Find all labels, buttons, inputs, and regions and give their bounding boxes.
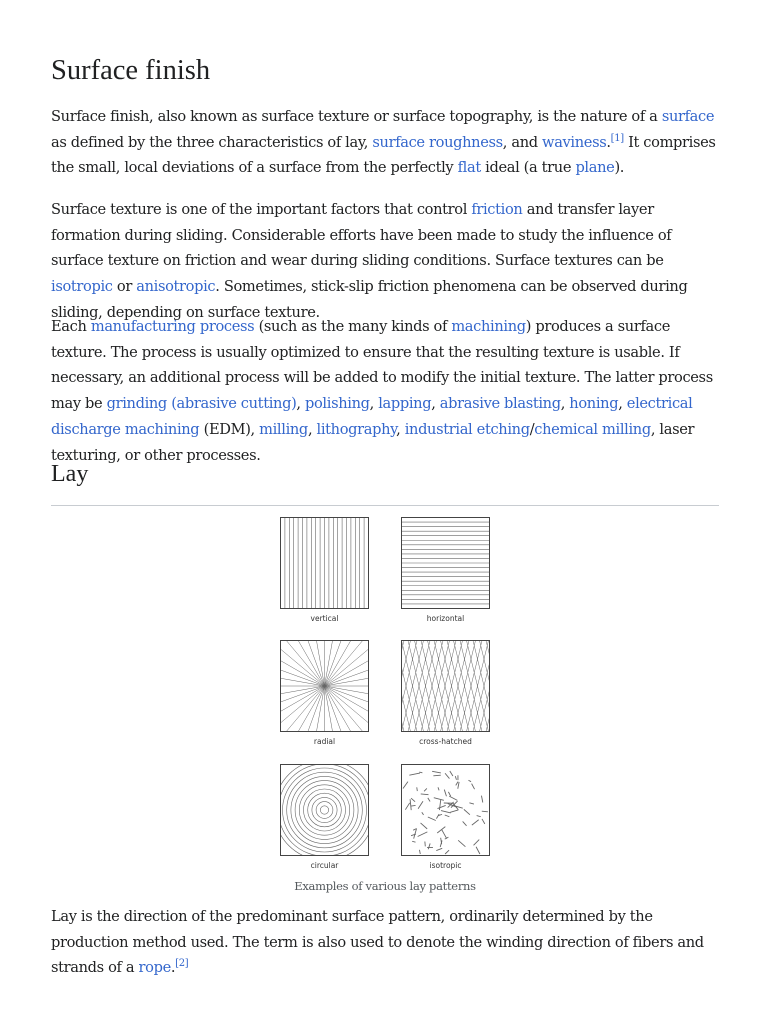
text: (such as the many kinds of	[254, 318, 452, 335]
pattern-vertical	[280, 517, 369, 623]
pattern-label: radial	[313, 737, 336, 746]
link-grinding[interactable]: grinding (abrasive cutting)	[106, 395, 297, 413]
pattern-label: vertical	[310, 614, 339, 623]
text: /	[529, 420, 535, 438]
link-chemical-milling[interactable]: chemical milling	[534, 420, 651, 438]
lay-paragraph	[51, 904, 719, 981]
text: ,	[560, 395, 570, 413]
link-plane[interactable]: plane	[575, 159, 615, 177]
texture-paragraph	[51, 197, 719, 326]
heading-divider	[51, 505, 719, 506]
text: ) produces a surface texture. The process is usually optimized to ensure that the resulting texture is usable. If necessary, an additional process will be added to modify the initial texture. The latter process may be	[51, 318, 713, 413]
text: ,	[307, 420, 317, 438]
text: ideal (a true	[480, 159, 576, 177]
text: Surface texture is one of the important factors that control	[51, 201, 472, 218]
link-waviness[interactable]: waviness	[542, 133, 607, 151]
pattern-horizontal	[401, 517, 490, 623]
text: ,	[369, 395, 379, 413]
cross-hatched-lay-image	[401, 640, 490, 732]
text: ).	[614, 159, 625, 177]
pattern-label: cross-hatched	[419, 737, 472, 746]
pattern-label: circular	[310, 861, 339, 870]
text: Surface finish, also known as surface texture or surface topography, is the nature of a	[51, 108, 662, 125]
link-machining[interactable]: machining	[451, 318, 526, 335]
link-anisotropic[interactable]: anisotropic	[136, 278, 216, 296]
reference-1[interactable]: [1]	[610, 132, 624, 144]
text: ,	[618, 395, 627, 413]
link-polishing[interactable]: polishing	[305, 395, 370, 413]
text: , laser texturing, or other processes.	[51, 420, 695, 464]
text: ,	[431, 395, 440, 413]
figure-caption: Examples of various lay patterns	[294, 879, 476, 893]
pattern-isotropic	[401, 764, 490, 870]
text: .	[606, 133, 611, 151]
pattern-label: isotropic	[429, 861, 462, 870]
text: and transfer layer formation during sliding. Considerable efforts have been made to study the influence of surface texture on friction and wear during sliding conditions. Surface textures can be	[51, 201, 672, 270]
process-paragraph	[51, 314, 719, 468]
text: It comprises the small, local deviations of a surface from the perfectly	[51, 133, 716, 177]
link-surface[interactable]: surface	[661, 108, 715, 125]
page-title: Surface finish	[51, 55, 211, 86]
link-isotropic[interactable]: isotropic	[51, 278, 113, 296]
link-rope[interactable]: rope	[138, 959, 171, 977]
pattern-label: horizontal	[426, 614, 465, 623]
link-honing[interactable]: honing	[569, 395, 619, 413]
pattern-radial	[280, 640, 369, 746]
pattern-cross-hatched	[401, 640, 490, 746]
section-heading-lay: Lay	[51, 461, 89, 487]
horizontal-lay-image	[401, 517, 490, 609]
isotropic-lay-image	[401, 764, 490, 856]
link-flat[interactable]: flat	[457, 159, 481, 177]
text: or	[112, 278, 137, 296]
vertical-lay-image	[280, 517, 369, 609]
text: Lay is the direction of the predominant surface pattern, ordinarily determined by the production method used. The term is also used to denote the winding direction of fibers and strands of a	[51, 908, 704, 977]
text: . Sometimes, stick-slip friction phenomena can be observed during sliding, depending on surface texture.	[51, 278, 688, 321]
text: (EDM),	[199, 420, 260, 438]
text: as defined by the three characteristics of lay,	[51, 133, 373, 151]
reference-2[interactable]: [2]	[175, 958, 189, 970]
link-manufacturing-process[interactable]: manufacturing process	[90, 318, 255, 335]
text: ,	[396, 420, 405, 438]
pattern-circular	[280, 764, 369, 870]
radial-lay-image	[280, 640, 369, 732]
text: .	[170, 959, 176, 977]
link-abrasive-blasting[interactable]: abrasive blasting	[439, 395, 561, 413]
link-friction[interactable]: friction	[471, 201, 523, 218]
link-milling[interactable]: milling	[259, 420, 308, 438]
link-edm[interactable]: electrical discharge machining	[51, 395, 693, 438]
intro-paragraph	[51, 104, 719, 181]
text: ,	[296, 395, 305, 413]
link-lithography[interactable]: lithography	[316, 420, 397, 438]
link-surface-roughness[interactable]: surface roughness	[372, 133, 503, 151]
text: , and	[502, 133, 543, 151]
link-industrial-etching[interactable]: industrial etching	[404, 420, 530, 438]
link-lapping[interactable]: lapping	[378, 395, 432, 413]
lay-patterns-figure[interactable]	[280, 517, 490, 897]
circular-lay-image	[280, 764, 369, 856]
text: Each	[51, 318, 91, 335]
